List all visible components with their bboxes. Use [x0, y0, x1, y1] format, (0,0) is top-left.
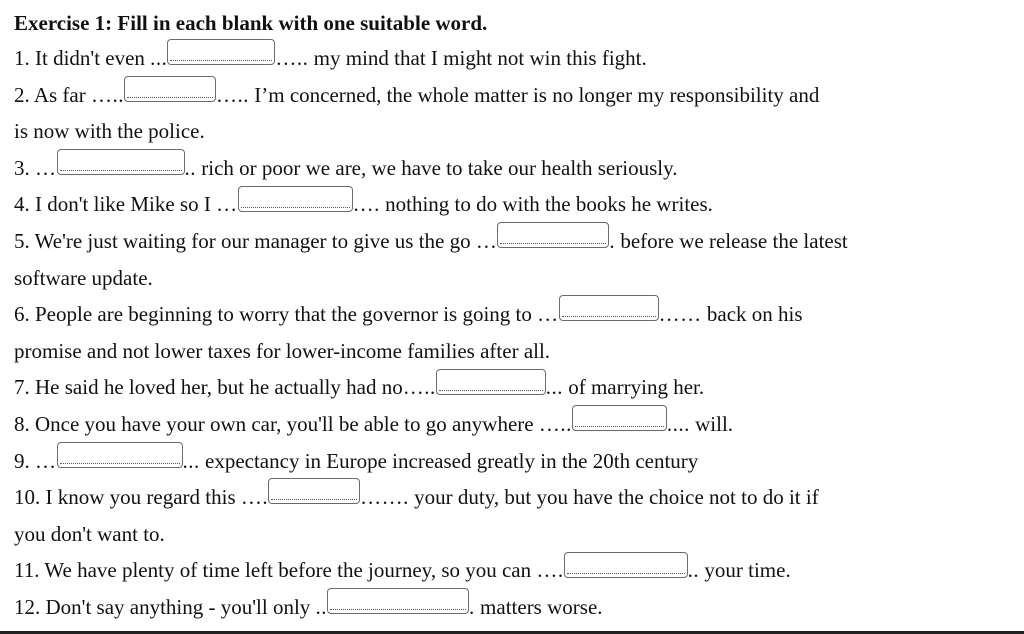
question-8	[14, 406, 1014, 443]
question-number: 3.	[14, 155, 30, 180]
answer-blank-3[interactable]	[57, 149, 185, 175]
question-text-continued: promise and not lower taxes for lower-income families after all.	[14, 338, 551, 363]
question-9	[14, 443, 1014, 480]
question-2-continuation	[14, 113, 1014, 150]
question-text-after: your duty, but you have the choice not to do it if	[408, 485, 819, 510]
trail-dots: …….	[360, 485, 409, 510]
trail-dots: ……	[658, 302, 702, 327]
trail-dots: …..	[216, 82, 249, 107]
trail-dots: .	[609, 228, 616, 253]
lead-dots: …	[216, 192, 238, 217]
trail-dots: ...	[182, 448, 200, 473]
question-3	[14, 150, 1014, 187]
exercise-page	[14, 6, 1014, 626]
question-10	[14, 479, 1014, 516]
question-text-before: I know you regard this	[45, 485, 241, 510]
question-10-continuation	[14, 516, 1014, 553]
question-4	[14, 186, 1014, 223]
answer-blank-2[interactable]	[124, 76, 216, 102]
trail-dots: ….	[352, 192, 380, 217]
question-11	[14, 552, 1014, 589]
question-text-after: nothing to do with the books he writes.	[379, 192, 713, 217]
question-text-before: Don't say anything - you'll only	[45, 594, 316, 619]
lead-dots: …	[35, 448, 57, 473]
answer-blank-8[interactable]	[572, 405, 667, 431]
question-2	[14, 77, 1014, 114]
answer-blank-6[interactable]	[559, 295, 659, 321]
lead-dots: ….	[240, 485, 269, 510]
question-number: 8.	[14, 411, 30, 436]
question-number: 9.	[14, 448, 30, 473]
question-1	[14, 40, 1014, 77]
lead-dots: …	[35, 155, 57, 180]
question-text-after: will.	[689, 411, 734, 436]
question-number: 12.	[14, 594, 41, 619]
answer-blank-11[interactable]	[564, 552, 688, 578]
question-text-continued: is now with the police.	[14, 119, 205, 144]
question-text-after: expectancy in Europe increased greatly in the 20th century	[199, 448, 699, 473]
answer-blank-12[interactable]	[327, 588, 469, 614]
answer-blank-4[interactable]	[238, 186, 353, 212]
question-text-after: of marrying her.	[562, 375, 705, 400]
question-number: 4.	[14, 192, 30, 217]
lead-dots: …..	[402, 375, 436, 400]
question-text-after: my mind that I might not win this fight.	[308, 46, 647, 70]
question-text-before: I don't like Mike so I	[35, 192, 217, 217]
question-text-continued: you don't want to.	[14, 521, 165, 546]
question-12	[14, 589, 1014, 626]
question-6-continuation	[14, 333, 1014, 370]
lead-dots: …..	[91, 82, 124, 107]
question-5-continuation	[14, 260, 1014, 297]
answer-blank-7[interactable]	[436, 369, 546, 395]
question-text-after: rich or poor we are, we have to take our health seriously.	[196, 155, 678, 180]
question-text-after: matters worse.	[474, 594, 603, 619]
trail-dots: .	[469, 594, 475, 619]
question-text-after: before we release the latest	[615, 228, 848, 253]
trail-dots: ....	[666, 411, 690, 436]
answer-blank-9[interactable]	[57, 442, 183, 468]
lead-dots: …..	[538, 411, 572, 436]
exercise-title: Exercise 1: Fill in each blank with one suitable word.	[14, 11, 488, 35]
question-text-before: We have plenty of time left before the journey, so you can	[44, 558, 537, 583]
question-text-after: I’m concerned, the whole matter is no longer my responsibility and	[249, 82, 820, 107]
lead-dots: ….	[536, 558, 564, 583]
trail-dots: ...	[545, 375, 563, 400]
question-number: 7.	[14, 375, 30, 400]
answer-blank-1[interactable]	[167, 39, 275, 65]
question-number: 10.	[14, 485, 41, 510]
trail-dots: ..	[184, 155, 196, 180]
question-6	[14, 296, 1014, 333]
answer-blank-10[interactable]	[268, 478, 360, 504]
lead-dots: …	[475, 228, 498, 253]
lead-dots: ...	[150, 46, 168, 70]
question-text-before: We're just waiting for our manager to give us the go	[34, 228, 476, 253]
trail-dots: …..	[275, 46, 309, 70]
question-text-continued: software update.	[14, 265, 153, 290]
question-number: 5.	[14, 228, 30, 253]
question-5	[14, 223, 1014, 260]
question-text-before: He said he loved her, but he actually had no	[35, 375, 403, 400]
question-text-before: It didn't even	[35, 46, 151, 70]
question-text-before: People are beginning to worry that the governor is going to	[35, 302, 538, 327]
question-text-after: back on his	[701, 302, 803, 327]
question-number: 1.	[14, 46, 30, 70]
answer-blank-5[interactable]	[497, 222, 609, 248]
trail-dots: ..	[687, 558, 700, 583]
question-text-before: Once you have your own car, you'll be able to go anywhere	[35, 411, 539, 436]
lead-dots: ..	[315, 594, 328, 619]
question-number: 11.	[14, 558, 40, 583]
question-text-before: As far	[33, 82, 91, 107]
question-number: 6.	[14, 302, 30, 327]
question-number: 2.	[14, 82, 30, 107]
question-text-after: your time.	[699, 558, 791, 583]
lead-dots: …	[537, 302, 559, 327]
question-7	[14, 369, 1014, 406]
